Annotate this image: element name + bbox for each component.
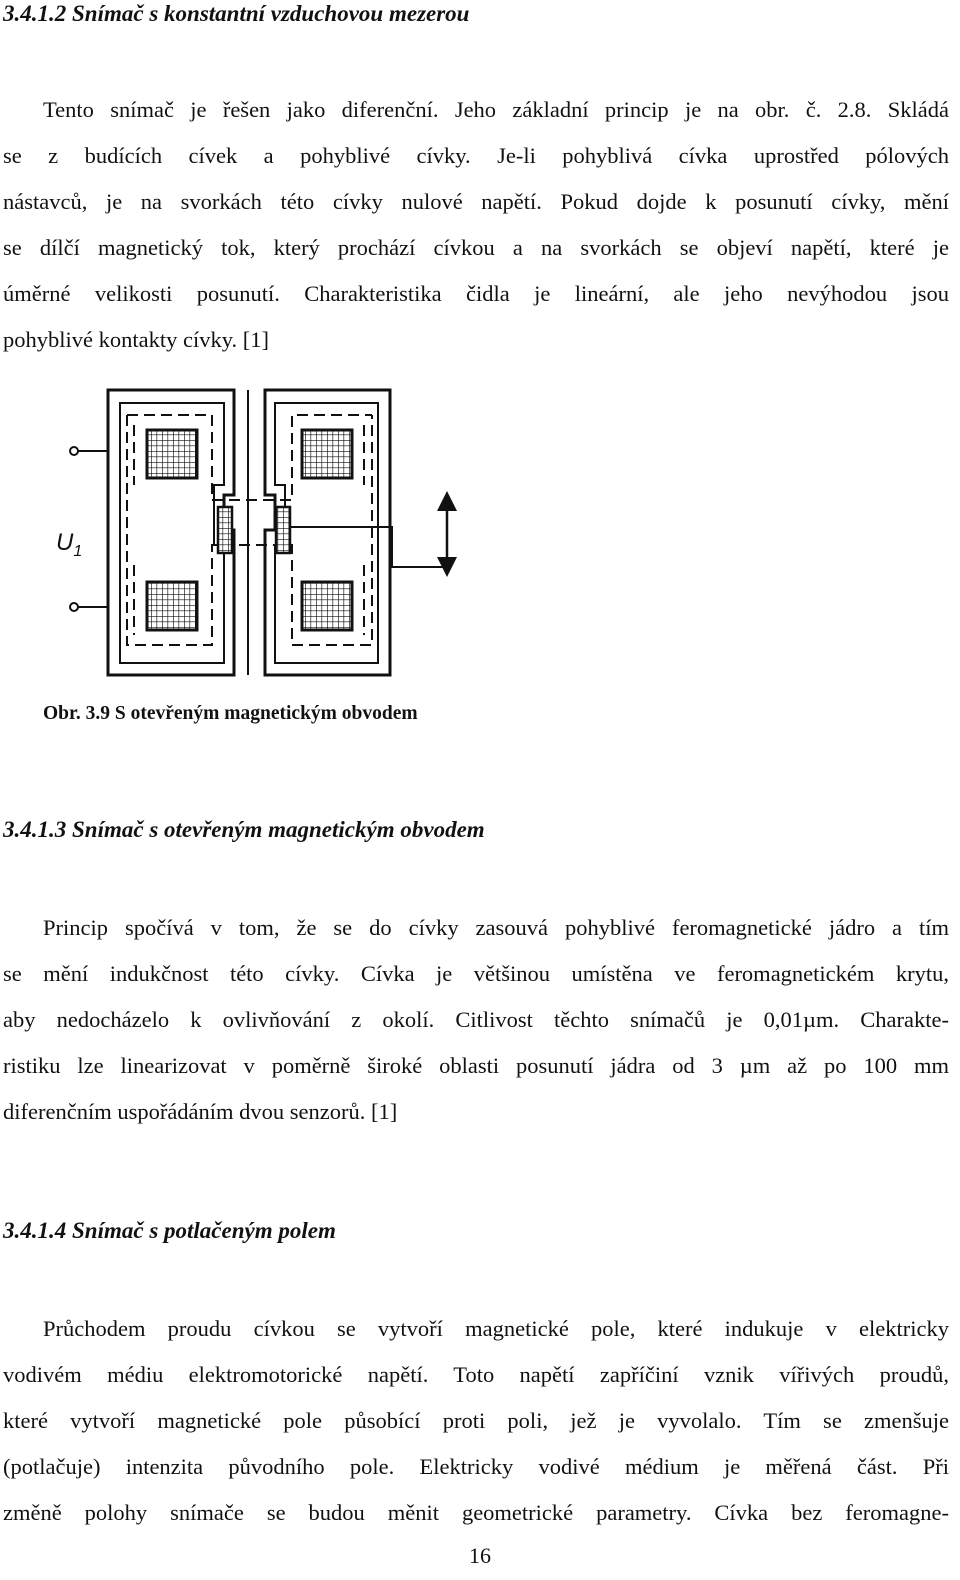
moving-coils [218,507,290,553]
sensor-diagram [52,385,502,685]
paragraph-line: nástavců, je na svorkách této cívky nulové napětí. Pokud dojde k posunutí cívky, mění [3,189,949,214]
excitation-coils [147,430,352,630]
section-heading-3-4-1-2: 3.4.1.2 Snímač s konstantní vzduchovou mezerou [3,1,470,26]
paragraph-line: aby nedocházelo k ovlivňování z okolí. Citlivost těchto snímačů je 0,01µm. Charakte- [3,1007,949,1032]
paragraph-line: ristiku lze linearizovat v poměrně široké oblasti posunutí jádra od 3 µm až po 100 mm [3,1053,949,1078]
paragraph-open-magnetic-circuit [3,905,949,1135]
paragraph-line: Tento snímač je řešen jako diferenční. Jeho základní princip je na obr. č. 2.8. Skládá [43,97,949,122]
paragraph-line: se dílčí magnetický tok, který prochází cívkou a na svorkách se objeví napětí, které je [3,235,949,260]
paragraph-line: úměrné velikosti posunutí. Charakteristika čidla je lineární, ale jeho nevýhodou jsou [3,281,949,306]
paragraph-line: vodivém médiu elektromotorické napětí. Toto napětí zapříčiní vznik vířivých proudů, [3,1362,949,1387]
paragraph-line: změně polohy snímače se budou měnit geometrické parametry. Cívka bez feromagne- [3,1500,949,1525]
paragraph-line: diferenčním uspořádáním dvou senzorů. [1] [3,1099,398,1124]
paragraph-line: Princip spočívá v tom, že se do cívky zasouvá pohyblivé feromagnetické jádro a tím [43,915,949,940]
paragraph-line: Průchodem proudu cívkou se vytvoří magnetické pole, které indukuje v elektricky [43,1316,949,1341]
figure-caption: Obr. 3.9 S otevřeným magnetickým obvodem [43,703,418,724]
section-heading-3-4-1-3: 3.4.1.3 Snímač s otevřeným magnetickým obvodem [3,817,485,842]
paragraph-suppressed-field [3,1306,949,1536]
paragraph-line: se mění indukčnost této cívky. Cívka je většinou umístěna ve feromagnetickém krytu, [3,961,949,986]
voltage-label: $U_1$ [56,529,83,560]
paragraph-line: se z budících cívek a pohyblivé cívky. Je-li pohyblivá cívka uprostřed pólových [3,143,949,168]
section-heading-3-4-1-4: 3.4.1.4 Snímač s potlačeným polem [3,1218,336,1243]
paragraph-line: (potlačuje) intenzita původního pole. Elektricky vodivé médium je měřená část. Při [3,1454,949,1479]
paragraph-constant-air-gap [3,87,949,363]
paragraph-line: pohyblivé kontakty cívky. [1] [3,327,269,352]
page-number: 16 [469,1543,491,1568]
paragraph-line: které vytvoří magnetické pole působící proti poli, jež je vyvolalo. Tím se zmenšuje [3,1408,949,1433]
